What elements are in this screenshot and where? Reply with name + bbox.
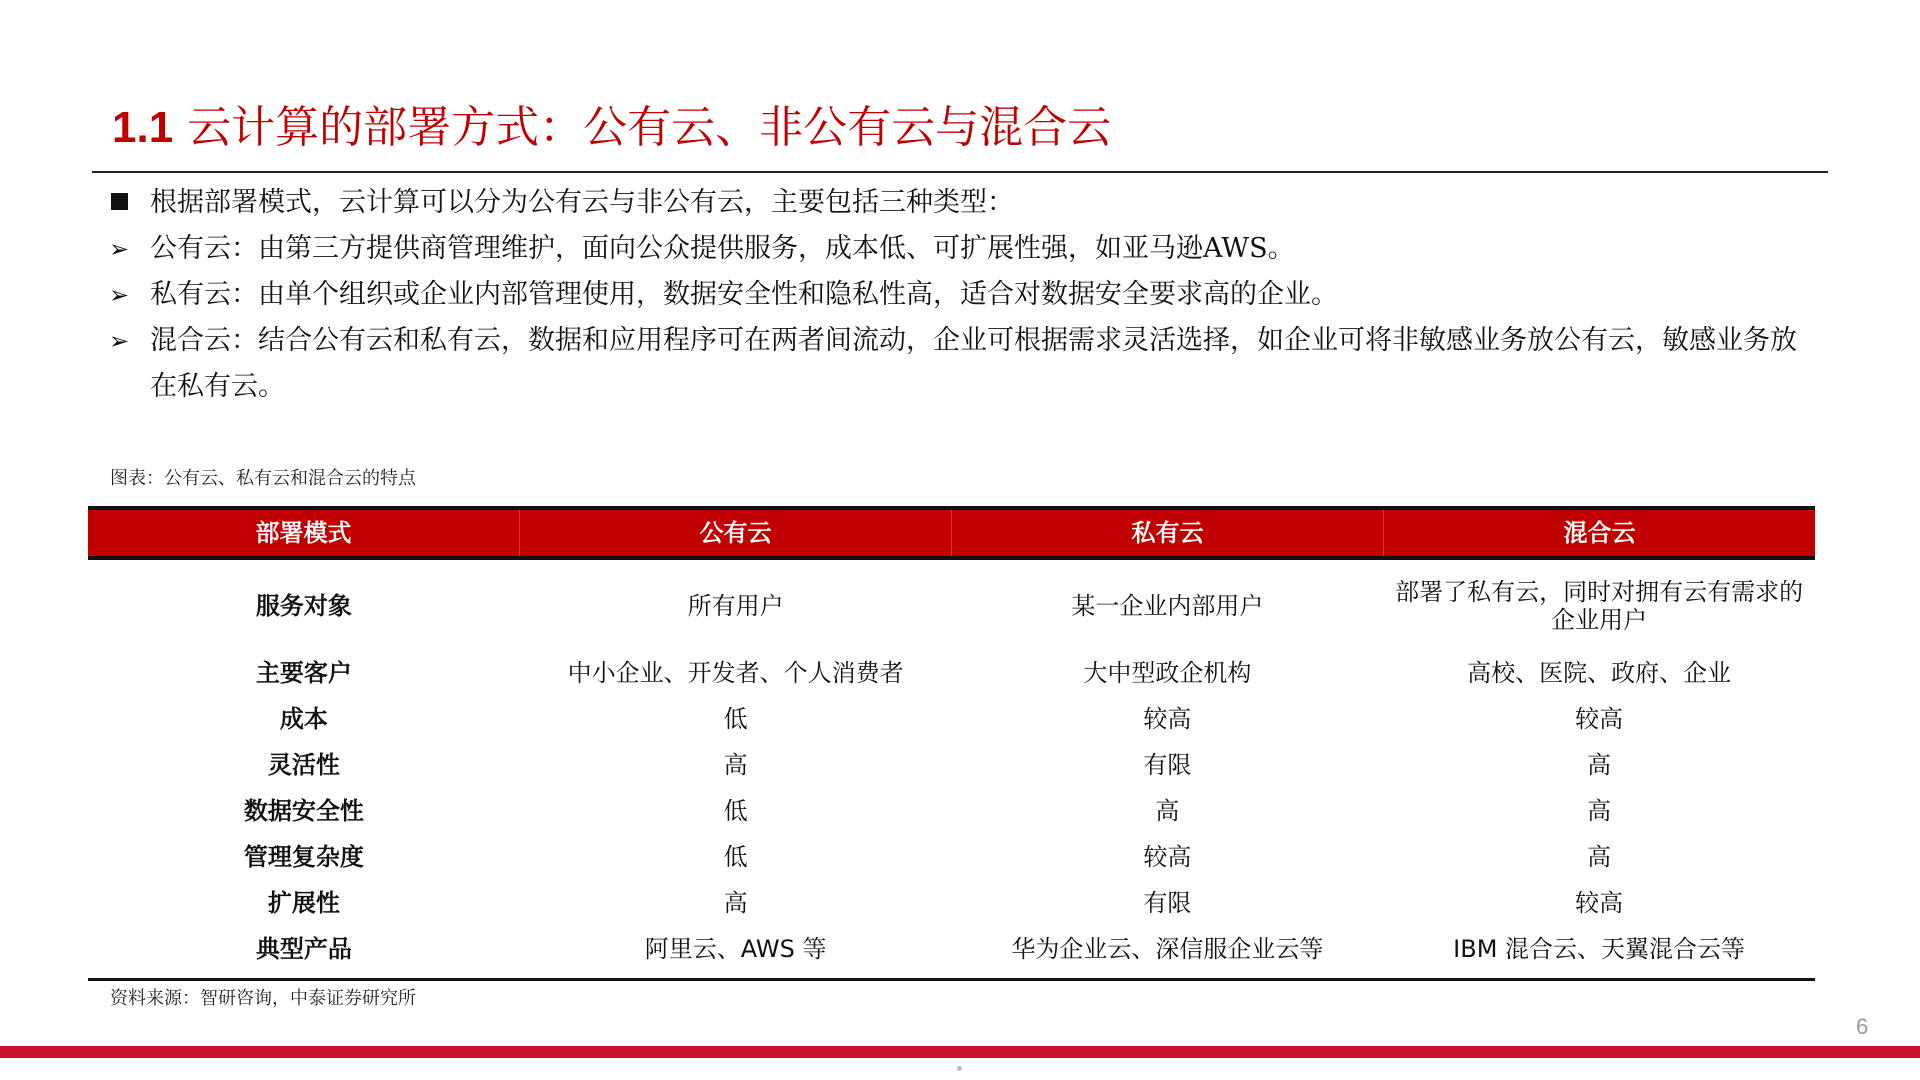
title-text: 云计算的部署方式：公有云、非公有云与混合云: [173, 102, 1112, 153]
bullet-item-hybrid-cloud: [100, 318, 1800, 410]
table-cell: IBM 混合云、天翼混合云等: [1453, 935, 1746, 963]
arrow-bullet-icon: ➢: [108, 327, 130, 355]
slide-title: [112, 98, 1111, 158]
comparison-table: [88, 506, 1815, 981]
table-cell: 中小企业、开发者、个人消费者: [567, 659, 904, 687]
table-cell: 高: [1587, 843, 1612, 871]
header-cell: 公有云: [519, 510, 951, 556]
bullet-item-private-cloud: [100, 272, 1800, 318]
table-cell: 较高: [1575, 705, 1624, 733]
table-cell: 低: [723, 705, 748, 733]
bullet-text: 根据部署模式，云计算可以分为公有云与非公有云，主要包括三种类型：: [150, 187, 1014, 218]
row-label: 灵活性: [267, 751, 340, 779]
row-label: 典型产品: [255, 935, 352, 963]
square-bullet-icon: [104, 180, 134, 226]
table-row: [88, 926, 1815, 972]
table-cell: 低: [723, 843, 748, 871]
table-row: [88, 788, 1815, 834]
table-cell: 部署了私有云，同时对拥有云有需求的企业用户: [1395, 578, 1804, 634]
table-caption: 图表：公有云、私有云和混合云的特点: [110, 468, 416, 489]
header-cell: 混合云: [1383, 510, 1815, 556]
table-row: [88, 742, 1815, 788]
table-cell: 较高: [1143, 705, 1192, 733]
row-label: 服务对象: [255, 592, 352, 620]
bullet-text: 公有云：由第三方提供商管理维护，面向公众提供服务，成本低、可扩展性强，如亚马逊AWS。: [150, 233, 1295, 264]
footer-bar: [0, 1046, 1920, 1058]
bullet-item-summary: [100, 180, 1800, 226]
header-cell: 部署模式: [255, 519, 352, 547]
row-label: 管理复杂度: [243, 843, 364, 871]
table-cell: 所有用户: [687, 592, 784, 620]
table-cell: 高校、医院、政府、企业: [1467, 659, 1732, 687]
arrow-bullet-icon: ➢: [108, 235, 130, 263]
table-cell: 高: [723, 889, 748, 917]
row-label: 扩展性: [267, 889, 340, 917]
table-cell: 高: [1155, 797, 1180, 825]
bullet-text: 混合云：结合公有云和私有云，数据和应用程序可在两者间流动，企业可根据需求灵活选择，如企业可将非敏感业务放公有云，敏感业务放在私有云。: [150, 325, 1797, 402]
table-cell: 阿里云、AWS 等: [644, 935, 827, 963]
table-row: [88, 568, 1815, 650]
title-number: 1.1: [112, 103, 174, 152]
table-cell: 低: [723, 797, 748, 825]
bullet-text: 私有云：由单个组织或企业内部管理使用，数据安全性和隐私性高，适合对数据安全要求高的企业。: [150, 279, 1338, 310]
title-divider: [92, 171, 1828, 173]
row-label: 数据安全性: [243, 797, 364, 825]
bullet-item-public-cloud: [100, 226, 1800, 272]
table-cell: 高: [1587, 751, 1612, 779]
arrow-bullet-icon: ➢: [108, 281, 130, 309]
table-cell: 大中型政企机构: [1083, 659, 1252, 687]
table-cell: 华为企业云、深信服企业云等: [1011, 935, 1324, 963]
table-cell: 较高: [1575, 889, 1624, 917]
table-row: [88, 834, 1815, 880]
table-cell: 高: [1587, 797, 1612, 825]
table-cell: 有限: [1143, 751, 1192, 779]
table-cell: 高: [723, 751, 748, 779]
table-cell: 某一企业内部用户: [1071, 592, 1264, 620]
table-cell: 有限: [1143, 889, 1192, 917]
header-cell: 私有云: [951, 510, 1383, 556]
source-note: 资料来源：智研咨询，中泰证券研究所: [110, 988, 416, 1009]
row-label: 成本: [279, 705, 328, 733]
table-row: [88, 696, 1815, 742]
table-row: [88, 650, 1815, 696]
table-cell: 较高: [1143, 843, 1192, 871]
table-row: [88, 880, 1815, 926]
page-number: 6: [1856, 1014, 1869, 1039]
slide-dot-indicator: [957, 1066, 962, 1071]
table-header-row: [88, 506, 1815, 560]
row-label: 主要客户: [255, 659, 352, 687]
table-body: [88, 560, 1815, 981]
bullet-list: [100, 180, 1800, 410]
